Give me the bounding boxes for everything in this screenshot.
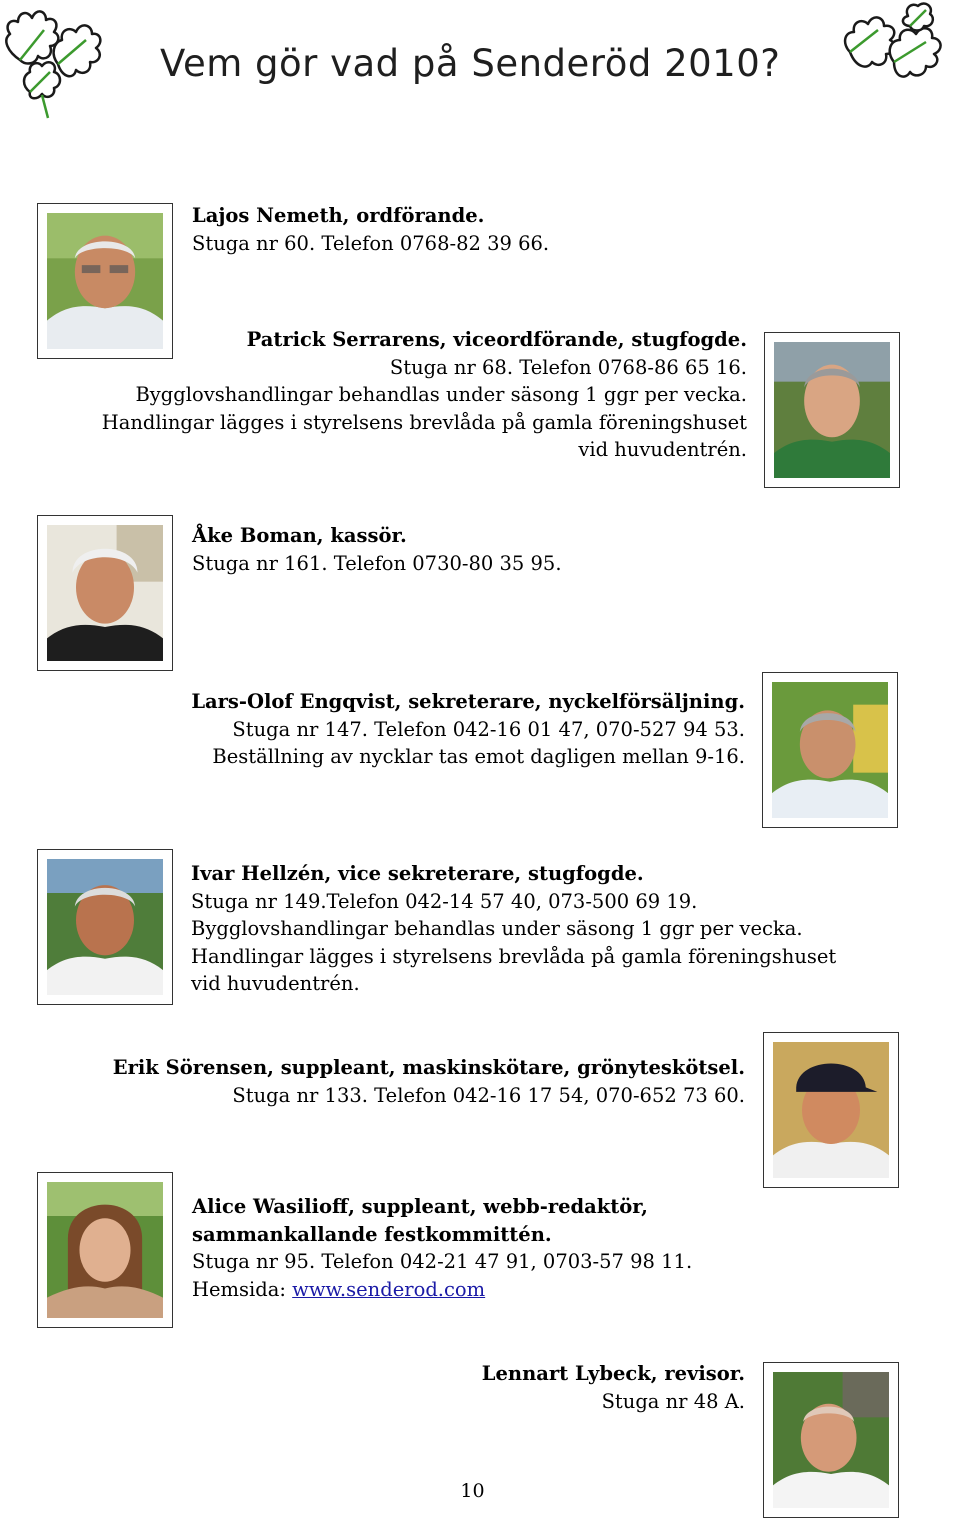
member-website-line	[192, 1276, 692, 1304]
member-contact: Stuga nr 68. Telefon 0768-86 65 16.	[389, 355, 747, 379]
member-name-role: Lajos Nemeth, ordförande.	[192, 204, 485, 227]
portrait-photo-lars-olof	[762, 672, 898, 828]
member-name-role: Ivar Hellzén, vice sekreterare, stugfogde.	[191, 862, 644, 885]
website-link[interactable]: www.senderod.com	[292, 1277, 486, 1301]
member-alice-wasilioff	[192, 1193, 692, 1303]
member-contact: Stuga nr 161. Telefon 0730-80 35 95.	[192, 551, 562, 575]
member-patrick-serrarens	[102, 326, 747, 464]
member-name-role: Alice Wasilioff, suppleant, webb-redaktör,	[192, 1195, 648, 1218]
member-contact: Stuga nr 60. Telefon 0768-82 39 66.	[192, 231, 550, 255]
member-lennart-lybeck	[482, 1360, 745, 1415]
member-note: Handlingar lägges i styrelsens brevlåda på gamla föreningshuset	[191, 944, 837, 968]
member-contact: Stuga nr 133. Telefon 042-16 17 54, 070-652 73 60.	[232, 1083, 745, 1107]
oak-leaf-icon-left	[0, 0, 110, 125]
member-contact: Stuga nr 149.Telefon 042-14 57 40, 073-500 69 19.	[191, 889, 698, 913]
member-role-cont: sammankallande festkommittén.	[192, 1222, 552, 1246]
member-name-role: Åke Boman, kassör.	[192, 524, 407, 547]
page-title: Vem gör vad på Senderöd 2010?	[160, 42, 781, 85]
member-ake-boman	[192, 522, 562, 577]
website-label: Hemsida:	[192, 1277, 286, 1301]
page-number: 10	[460, 1480, 485, 1502]
portrait-photo-erik	[763, 1032, 899, 1188]
portrait-photo-alice	[37, 1172, 173, 1328]
member-erik-sorensen	[113, 1054, 745, 1109]
member-contact: Stuga nr 95. Telefon 042-21 47 91, 0703-57 98 11.	[192, 1250, 693, 1273]
member-name-role: Erik Sörensen, suppleant, maskinskötare, grönyteskötsel.	[112, 1056, 745, 1079]
member-lajos-nemeth	[192, 202, 549, 257]
member-note: vid huvudentrén.	[578, 438, 747, 461]
member-name-role: Lennart Lybeck, revisor.	[481, 1362, 745, 1385]
member-note: vid huvudentrén.	[191, 972, 360, 995]
portrait-photo-patrick	[764, 332, 900, 488]
member-note: Beställning av nycklar tas emot dagligen mellan 9-16.	[212, 745, 745, 768]
member-ivar-hellzen	[191, 860, 836, 998]
member-contact: Stuga nr 147. Telefon 042-16 01 47, 070-527 94 53.	[232, 717, 745, 741]
portrait-photo-ake	[37, 515, 173, 671]
portrait-photo-ivar	[37, 849, 173, 1005]
member-name-role: Lars-Olof Engqvist, sekreterare, nyckelförsäljning.	[191, 690, 745, 713]
member-name-role: Patrick Serrarens, viceordförande, stugfogde.	[246, 328, 747, 351]
member-note: Handlingar lägges i styrelsens brevlåda på gamla föreningshuset	[101, 410, 747, 434]
member-contact: Stuga nr 48 A.	[601, 1389, 745, 1413]
member-note: Bygglovshandlingar behandlas under säsong 1 ggr per vecka.	[135, 383, 747, 406]
member-lars-olof-engqvist	[191, 688, 745, 771]
member-note: Bygglovshandlingar behandlas under säsong 1 ggr per vecka.	[191, 917, 803, 940]
